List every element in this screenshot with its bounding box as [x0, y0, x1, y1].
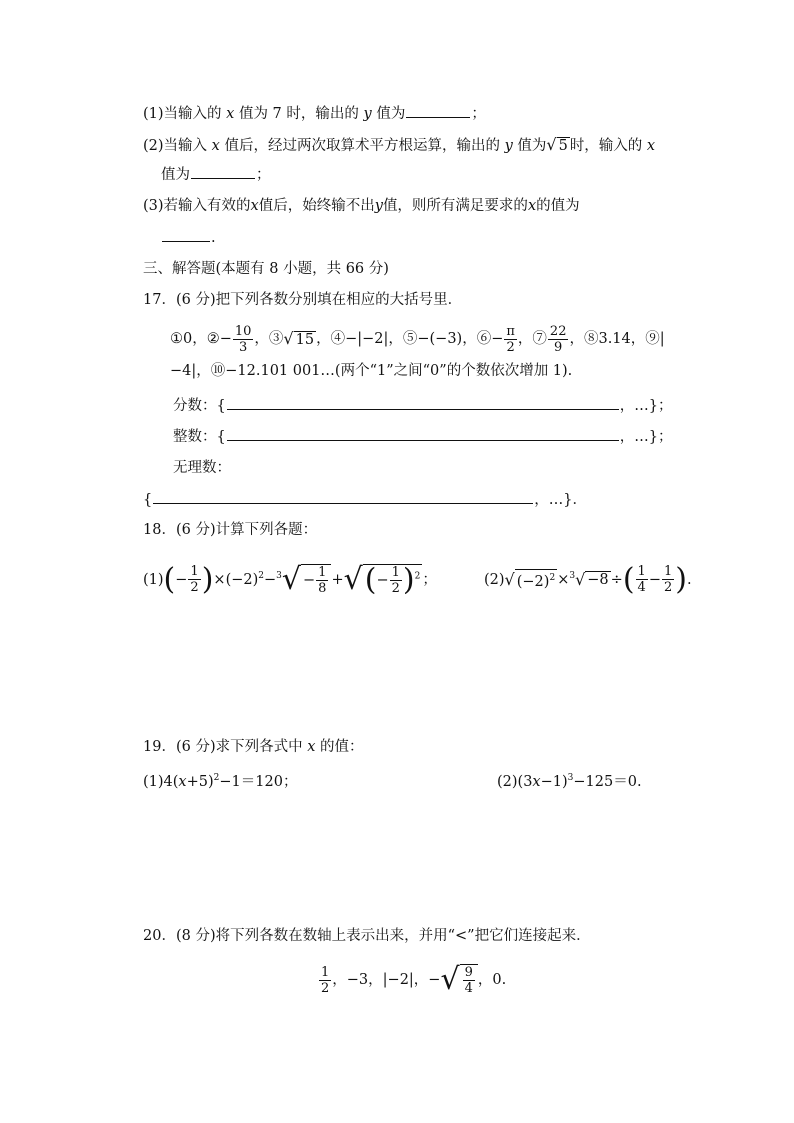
- fraction-set-blank[interactable]: [227, 395, 619, 410]
- fraction: $\frac{1}{2}$: [391, 564, 400, 596]
- fraction: $\frac{\pi}{2}$: [506, 323, 515, 355]
- integer-set: 整数：{ ，…}；: [173, 426, 672, 447]
- answer-blank[interactable]: [162, 227, 210, 242]
- q20-stem: 20．(8 分)将下列各数在数轴上表示出来，并用“<”把它们连接起来．: [143, 928, 591, 944]
- q17-numbers-line2: −4|，⑩−12.101 001…(两个“1”之间“0”的个数依次增加 1).: [170, 363, 573, 379]
- q18-part1: (1)(− $\frac{1}{2}$ )$\times(-2)^2-^3√$ − $\frac{1}{8}$ +√(− $\frac{1}{2}$ )$^2$ ；: [143, 561, 437, 598]
- sqrt-sign-icon: √: [440, 962, 460, 997]
- fraction: $\frac{22}{9}$: [549, 323, 567, 355]
- q16-part2: (2)当输入 x 值后，经过两次取算术平方根运算，输出的 y 值为√ 5 时，输入的 x: [143, 135, 656, 154]
- q18-stem: 18．(6 分)计算下列各题：: [143, 522, 318, 538]
- fraction: $\frac{1}{2}$: [190, 564, 199, 596]
- fraction: $\frac{10}{3}$: [234, 323, 252, 355]
- q16-part2-line2: 值为 ；: [161, 164, 271, 185]
- fraction: $\frac{1}{2}$: [663, 564, 673, 596]
- answer-blank[interactable]: [191, 164, 255, 179]
- q19-stem: 19．(6 分)求下列各式中 x 的值：: [143, 739, 364, 755]
- sqrt-sign-icon: √: [281, 561, 302, 597]
- q16-part3-line2: .: [161, 227, 216, 248]
- q16-part1: (1)当输入的 x 值为 7 时，输出的 y 值为 ；: [143, 103, 486, 124]
- q17-numbers: ①0，②− $\frac{10}{3}$ ，③√ 15 ，④−|−2|，⑤−(−3)，⑥− $\frac{\pi}{2}$ ，⑦ $\frac{22}{9}$ ，⑧3.14，⑨|: [170, 323, 665, 355]
- irrational-label: 无理数：: [173, 460, 231, 476]
- fraction-set: 分数：{ ，…}；: [173, 395, 672, 416]
- section-heading: 三、解答题(本题有 8 小题，共 66 分): [143, 261, 389, 277]
- q18-part2: (2)√ $(-2)^2 \times^3√ -8$ ÷( $\frac{1}{4}$ − $\frac{1}{2}$ ).: [484, 561, 692, 597]
- fraction: $\frac{1}{8}$: [318, 564, 327, 596]
- sqrt-sign-icon: √: [504, 569, 515, 589]
- fraction: $\frac{1}{2}$: [321, 964, 330, 996]
- sqrt-sign-icon: √: [575, 569, 586, 589]
- answer-blank[interactable]: [406, 103, 470, 118]
- sqrt-sign-icon: √: [343, 561, 363, 597]
- q17-stem: 17．(6 分)把下列各数分别填在相应的大括号里．: [143, 292, 463, 308]
- q19-part2: $(2)(3x-1)^3-125=0$.: [497, 773, 642, 790]
- irrational-set: { ，…}．: [143, 489, 587, 510]
- q19-part1: $(1)4(x+5)^2-1=120$；: [143, 773, 298, 790]
- fraction: $\frac{9}{4}$: [464, 965, 473, 996]
- q20-numbers: $\frac{1}{2}$ ，−3，|−2|，−√ $\frac{9}{4}$ ，0.: [321, 962, 507, 997]
- integer-set-blank[interactable]: [227, 426, 619, 441]
- irrational-set-blank[interactable]: [153, 489, 533, 504]
- fraction: $\frac{1}{4}$: [637, 564, 646, 596]
- q16-part3: (3)若输入有效的x值后，始终输不出y值，则所有满足要求的x的值为: [143, 198, 580, 214]
- sqrt-sign-icon: √: [546, 135, 557, 154]
- sqrt-sign-icon: √: [283, 329, 294, 348]
